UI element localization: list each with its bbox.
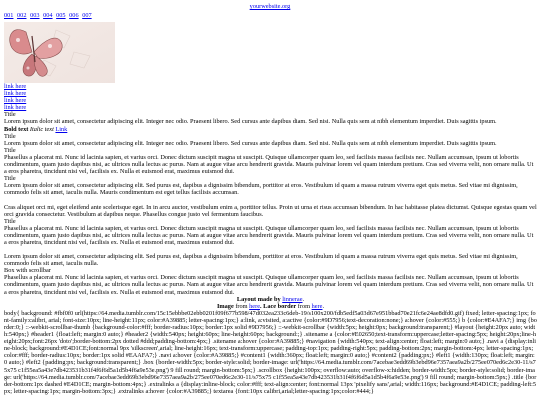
paragraph: Lorem ipsum dolor sit amet, consectetur adipiscing elit. Integer nec odio. Praesent libero. Sed cursus ante dapibus diam. Sed nisi. Nulla quis sem at nibh elementum imperdiet. Duis sagittis ipsum. — [4, 139, 497, 147]
page-link-005[interactable]: 005 — [56, 12, 66, 19]
paragraph: Lorem ipsum dolor sit amet, consectetur adipiscing elit. Sed purus est, dapibus a dignissim bibendum, porttitor at eros. Vestibulum id quam a massa rutrum viverra eget quis metus. Sed vitae mi dignissim, commodo felis sit amet, iaculis nulla. — [4, 253, 518, 268]
page-nav — [4, 12, 94, 19]
section-title: Title — [4, 175, 16, 183]
layout-credit-label: Layout made by — [236, 295, 281, 303]
lace-credit-label: . Lace border — [260, 302, 297, 310]
site-url[interactable] — [0, 3, 540, 10]
banner-image — [4, 22, 115, 83]
page-link-004[interactable]: 004 — [43, 12, 53, 19]
butterfly-banner-icon — [4, 22, 115, 83]
site-url-link[interactable]: yourwebsite.org — [249, 3, 291, 10]
spacer — [4, 197, 537, 204]
sidebar-link-3[interactable]: link here — [4, 97, 27, 105]
page-link-002[interactable]: 002 — [17, 12, 27, 19]
spacer — [4, 246, 537, 253]
section-title: Title — [4, 132, 16, 140]
lace-credit-link[interactable]: here — [311, 302, 323, 310]
paragraph: Lorem ipsum dolor sit amet, consectetur adipiscing elit. Sed purus est, dapibus a dignissim bibendum, porttitor at eros. Vestibulum id quam a massa rutrum viverra eget quis metus. Sed vitae mi dignissim, commodo felis sit amet, iaculis nulla. Mauris condimentum est eget tellus facilisis accumsan. — [4, 182, 518, 197]
section-title: Title — [4, 146, 16, 154]
text-styles-row — [4, 126, 537, 133]
scrollbox-text[interactable]: Phasellus a placerat mi. Nunc id lacinia sapien, et varius orci. Donec dictum suscipit magna ut suscipit. Quisque ullamcorper quam leo, sed facilisis massa facilisis nec. Nullam accumsan, ipsum ut lobortis condimentum, quam justo dapibus nisi, ac ultrices nulla lectus ac purus. Nam at augue vitae arcu hendrerit gravida. Mauris pulvinar lorem vel quam interdum pretium. Cras sed viverra velit, non ornare nulla. Ut a eros pharetra, tincidunt nisi vel, facilisis ex. Nulla et euismod erat, maximus euismod dui. — [4, 274, 534, 296]
paragraph: Phasellus a placerat mi. Nunc id lacinia sapien, et varius orci. Donec dictum suscipit magna ut suscipit. Quisque ullamcorper quam leo, sed facilisis massa facilisis nec. Nullam accumsan, ipsum ut lobortis condimentum, quam justo dapibus nisi, ac ultrices nulla lectus ac purus. Nam at augue vitae arcu hendrerit gravida. Mauris pulvinar lorem vel quam interdum pretium. Cras sed viverra velit, non ornare nulla. Ut a eros pharetra, tincidunt nisi vel, facilisis ex. Nulla et euismod erat, maximus euismod dui. — [4, 224, 534, 246]
raw-css-text: body{ background: #fbf0f0 url(https://64.media.tumblr.com/15c15ebbbe02ebb0201f09f677b598/47d032ea233c6deb-19/s100x200/fdb5edf5a03d67e951bbad70e21fc6e24ae8dfd0.gif) fixed; letter-spacing:1px; font-family:calibri, arial; font-size:10px; line-height:11px; color:#A39885; letter-spacing:1px;} a:link, a:visited, a:active {color:#9D7956;text-decoration:none;} a:hover {color:#555;} b {color:#E4AFA7;} img {border:0;} ::-webkit-scrollbar-thumb {background-color:#fff; border-radius:10px; border:1px solid #9D7956;} ::-webkit-scrollbar {width:5px; height:0px; background:transparent;} #layout {height:20px auto; width:540px;} #header1 {float:left; margin:0 auto;} #header2 {width:540px; height:60px; line-height:60px; background:;} .sitename a {color:#E02650;text-transform:uppercase;letter-spacing:5px; height:20px;line-height:20px;font:26px 'doto';border-bottom:2px dotted #ddd;padding-bottom:4px;} .sitename a:hover {color:#A39885;} #navigation {width:540px; text-align:center; float:left; margin:0 auto;} .navi a {display:inline-block; background:#E4D1CE;font:normal 9px 'silkscreen',arial; line-height:16px; text-transform:uppercase; padding-top:1px; padding-right:5px; padding-bottom:2px; margin-bottom:4px; letter-spacing:1px; color:#fff; border-radius:10px; border:1px solid #EAAFA7;} .navi a:hover {color:#A39885;} #content1 {width:360px; float:left; margin:0 auto;} #content2 {padding:px;} #left1 {width:130px; float:left; margin:0 auto;} #left2 {padding:px; background:transparent;} .box {border-width:5px; border-style:solid; border-image: url('https://64.media.tumblr.com/7acebae3edd69b3ebd96e7357aea9a2b/275ee070ed6c2e30-11/s75x75 c1f55ea5a43e7db423531b31f4f6f6d5a1d5b4f6a9e53e.png') 9 fill round; margin-bottom:5px;} .scrollbox {height:100px; overflow:auto; overflow-x:hidden; border-width:5px; border-style:solid; border-image: url('https://64.media.tumblr.com/7acebae3edd69b3ebd96e7357aea9a2b/275ee070ed6c2e30-11/s75x75 c1f55ea5a43e7db423531b31f4f6f6d5a1d5b4f6a9e53e.png') 9 fill round; margin-bottom:5px;} .title {border-bottom:1px dashed #E4D1CE; margin-bottom:4px;} .extralinks a {display:inline-block; color:#fff; text-align:center; font:normal 13px 'pixelify sans',arial; width:116px; background:#E4D1CE; padding-left:5px; letter-spacing:1px; margin-bottom:3px;} .extralinks a:hover {color:#A39885;} textarea {font:10px calibri,arial;letter-spacing:1px;color:#444;} — [4, 309, 537, 395]
section-title: Title — [4, 217, 16, 225]
main-content — [4, 83, 537, 395]
page-link-006[interactable]: 006 — [69, 12, 79, 19]
paragraph: Phasellus a placerat mi. Nunc id lacinia sapien, et varius orci. Donec dictum suscipit magna ut suscipit. Quisque ullamcorper quam leo, sed facilisis massa facilisis nec. Nullam accumsan, ipsum ut lobortis condimentum, quam justo dapibus nisi, ac ultrices nulla lectus ac purus. Nam at augue vitae arcu hendrerit gravida. Mauris pulvinar lorem vel quam interdum pretium. Cras sed viverra velit, non ornare nulla. Ut a eros pharetra, tincidunt nisi vel, facilisis ex. Nulla et euismod erat, maximus euismod dui. — [4, 153, 534, 176]
layout-credit — [4, 296, 537, 303]
section-title: Title — [4, 111, 16, 119]
image-credit-link[interactable]: here — [249, 302, 260, 310]
page-link-007[interactable]: 007 — [82, 12, 92, 19]
layout-credit-link[interactable]: linnerae — [282, 295, 303, 303]
image-credit-label: Image — [216, 302, 234, 310]
image-credit — [4, 303, 537, 310]
image-credit-from: from — [235, 302, 248, 310]
scrollbox-title: Box with scrollbar — [4, 267, 51, 275]
sidebar-link-2[interactable]: link here — [4, 90, 27, 98]
sidebar-link-4[interactable]: link here — [4, 104, 27, 112]
italic-text: Italic text — [29, 125, 54, 133]
paragraph: Lorem ipsum dolor sit amet, consectetur adipiscing elit. Integer nec odio. Praesent libero. Sed cursus ante dapibus diam. Sed nisi. Nulla quis sem at nibh elementum imperdiet. Duis sagittis ipsum. — [4, 118, 497, 126]
sidebar-link-1[interactable]: link here — [4, 83, 27, 90]
page-link-003[interactable]: 003 — [30, 12, 40, 19]
paragraph: Cras aliquet orci mi, eget eleifend ante scelerisque eget. In in arcu auctor, vestibulum enim a, porttitor tellus. Proin ut urna et risus accumsan bibendum. In hac habitasse platea dictumst. Quisque egestas quam vel orci gravida consectetur. Vestibulum at dapibus neque. Phasellus congue justo vel fermentum faucibus. — [4, 203, 537, 218]
lace-credit-period: . — [322, 302, 325, 310]
inline-link[interactable]: Link — [55, 125, 68, 133]
bold-text: Bold text — [4, 125, 29, 133]
layout-credit-period: . — [302, 295, 305, 303]
page-link-001[interactable]: 001 — [4, 12, 14, 19]
lace-credit-from: from — [297, 302, 311, 310]
